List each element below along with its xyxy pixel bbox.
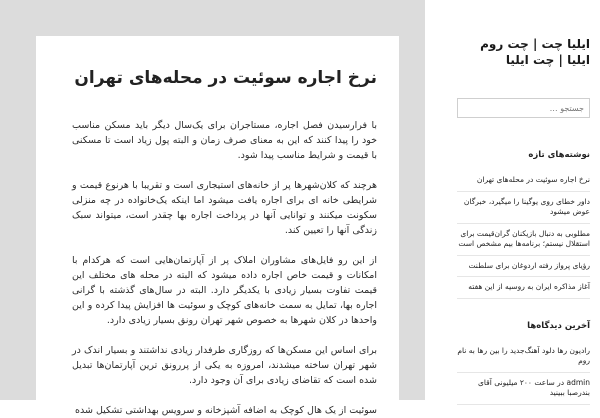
recent-post-link[interactable]: رؤیای پرواز رفته اردوغان برای سلطنت	[457, 256, 590, 278]
recent-comment-link[interactable]: رادیون رها دلود آهنگ‌جدید را بین رها به نام روم	[457, 341, 590, 373]
post-title[interactable]: نرخ اجاره سوئیت در محله‌های تهران	[74, 68, 377, 88]
recent-post-link[interactable]: داور خطای روی یوگینا را میگیرد، خبرگان عوض میشود	[457, 192, 590, 224]
recent-comments-list	[457, 341, 590, 405]
article-card	[36, 36, 399, 416]
sidebar	[425, 0, 600, 400]
site-title[interactable]: ایلیا چت | چت روم ایلیا | چت ایلیا	[480, 37, 590, 67]
article-paragraph: با فرارسیدن فصل اجاره، مستاجران برای یک‌سال دیگر باید مسکن مناسب خود را پیدا کنند که این به معنای صرف زمان و البته پول زیاد است تا مسکنی با قیمت و شرایط مناسب پیدا شود.	[72, 120, 377, 161]
article-paragraph: از این رو فایل‌های مشاوران املاک پر از آپارتمان‌هایی است که هرکدام با امکانات و قیمت خاص اجاره داده میشود که البته در محله های مختلف این قیمت تفاوت بسیار زیادی با یکدیگر دارد. البته در سال‌های گذشته با گرانی اجاره بها، تمایل به سمت خانه‌های کوچک و سوئیت ها افزایش پیدا کرده و این واحدها در کلان شهرها به خصوص شهر تهران رونق بسیار زیادی دارد.	[72, 255, 377, 326]
recent-post-link[interactable]: آغاز مذاکره ایران به روسیه از این هفته	[457, 277, 590, 299]
recent-post-link[interactable]: مطلوبی به دنبال بازیکنان گران‌قیمت برای استقلال نیستم؛ برنامه‌ها بیم مشخص است	[457, 224, 590, 256]
article-paragraph: برای اساس این مسکن‌ها که روزگاری طرفدار زیادی نداشتند و بسیار اندک در شهر تهران ساخته میشدند، امروزه به یکی از پررونق ترین آپارتمان‌ها تبدیل شده است که تقاضای زیادی برای آن وجود دارد.	[72, 345, 377, 386]
recent-posts-heading: نوشته‌های تازه	[528, 150, 590, 160]
search-input[interactable]	[457, 98, 590, 118]
article-paragraph: سوئیت از یک هال کوچک به اضافه آشپزخانه و سرویس بهداشتی تشکیل شده	[75, 405, 377, 416]
recent-post-link[interactable]: نرخ اجاره سوئیت در محله‌های تهران	[457, 170, 590, 192]
article-paragraph: هرچند که کلان‌شهرها پر از خانه‌های استیجاری است و تقریبا با هرنوع قیمت و شرایطی خانه ای برای اجاره یافت میشود اما اینکه یک‌خانواده در چه منزلی سکونت میکنند و توانایی آنها در پرداخت اجاره بها چقدر است، میتواند سبک زندگی آنها را تعیین کند.	[72, 180, 377, 236]
recent-comments-heading: آخرین دیدگاه‌ها	[527, 320, 590, 331]
recent-comment-link[interactable]: admin در ساعت ۲۰۰ میلیونی آقای بندرصبا ببینید	[457, 373, 590, 405]
recent-posts-list	[457, 170, 590, 299]
